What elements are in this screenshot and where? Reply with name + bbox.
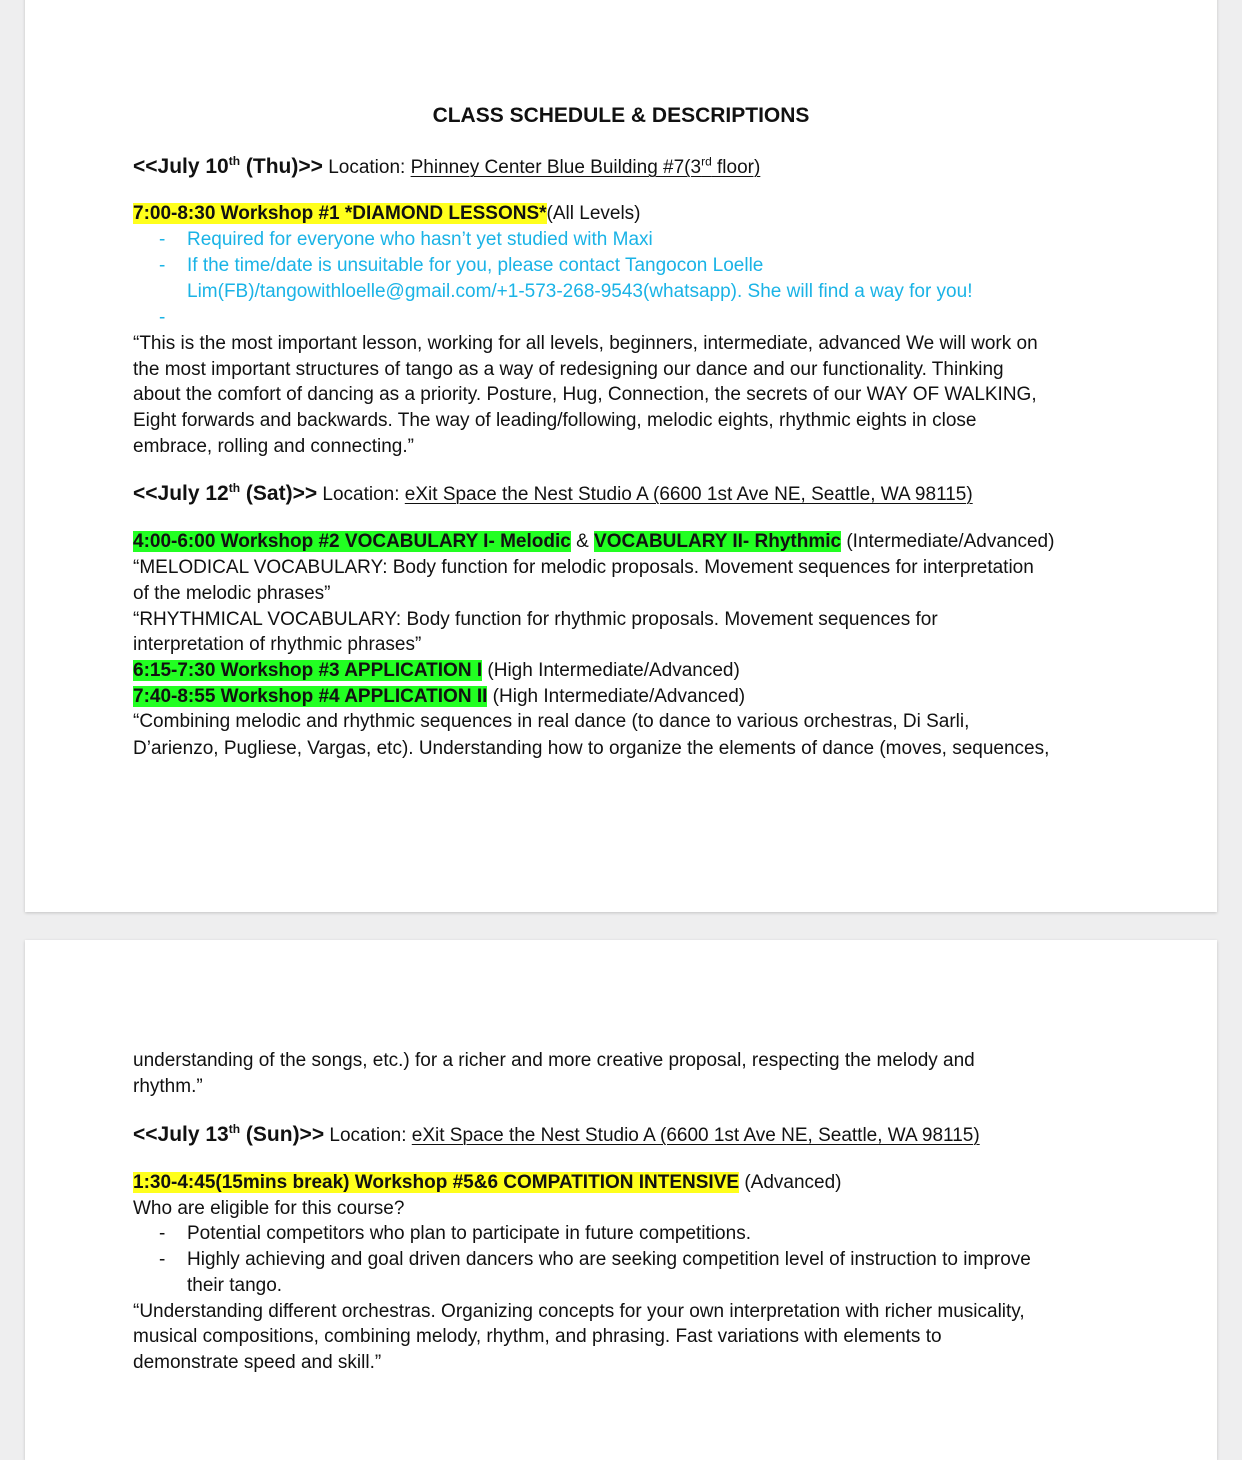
day1-bullet-2: If the time/date is unsuitable for you, please contact Tangocon Loelle <box>187 255 764 276</box>
page-title: CLASS SCHEDULE & DESCRIPTIONS <box>432 104 810 127</box>
workshop-2-desc: interpretation of rhythmic phrases” <box>133 634 422 655</box>
workshop-2-level: (Intermediate/Advanced) <box>841 531 1055 552</box>
day2-location-label: Location: <box>322 484 405 505</box>
application-desc: D’arienzo, Pugliese, Vargas, etc). Understanding how to organize the elements of dance (moves, sequences, <box>133 738 1050 759</box>
day1-description-line: the most important structures of tango as a way of redesigning our dance and our functionality. Thinking <box>133 359 1004 380</box>
workshop-3-title: 6:15-7:30 Workshop #3 APPLICATION I <box>133 660 483 681</box>
bullet-dash: - <box>159 229 166 250</box>
bullet-dash: - <box>159 255 166 276</box>
workshop-5-6-level: (Advanced) <box>739 1172 842 1193</box>
day3-bullet-1: Potential competitors who plan to participate in future competitions. <box>187 1223 751 1244</box>
workshop-2-amp: & <box>570 531 595 552</box>
day3-heading-line <box>133 1122 980 1149</box>
workshop-1-line <box>133 201 641 227</box>
workshop-5-6-line <box>133 1170 842 1196</box>
workshop-2-desc: of the melodic phrases” <box>133 583 331 604</box>
workshop-4-level: (High Intermediate/Advanced) <box>487 686 746 707</box>
day1-location: Phinney Center Blue Building #7(3rd floor) <box>410 154 761 178</box>
workshop-1-level: (All Levels) <box>546 203 641 224</box>
document-page-1 <box>25 0 1217 912</box>
day1-heading-line <box>133 154 760 181</box>
document-page-2 <box>25 940 1217 1460</box>
workshop-4-line <box>133 684 745 710</box>
day1-description-line: “This is the most important lesson, working for all levels, beginners, intermediate, advanced We will work on <box>133 333 1038 354</box>
application-desc: understanding of the songs, etc.) for a richer and more creative proposal, respecting the melody and <box>133 1050 975 1071</box>
workshop-4-title: 7:40-8:55 Workshop #4 APPLICATION II <box>133 686 488 707</box>
day3-bullet-2: Highly achieving and goal driven dancers who are seeking competition level of instruction to improve <box>187 1249 1031 1270</box>
day3-description-line: demonstrate speed and skill.” <box>133 1352 382 1373</box>
application-desc: “Combining melodic and rhythmic sequences in real dance (to dance to various orchestras, Di Sarli, <box>133 711 970 732</box>
day1-description-line: about the comfort of dancing as a priority. Posture, Hug, Connection, the secrets of our WAY OF WALKING, <box>133 384 1037 405</box>
eligibility-question: Who are eligible for this course? <box>133 1198 405 1219</box>
workshop-5-6-title: 1:30-4:45(15mins break) Workshop #5&6 COMPATITION INTENSIVE <box>133 1172 740 1193</box>
day3-description-line: musical compositions, combining melody, rhythm, and phrasing. Fast variations with elements to <box>133 1326 942 1347</box>
workshop-3-line <box>133 658 740 684</box>
day3-date: <<July 13th (Sun)>> <box>133 1122 325 1146</box>
day1-description-line: Eight forwards and backwards. The way of leading/following, melodic eights, rhythmic eights in close <box>133 410 977 431</box>
workshop-2-line <box>133 529 1054 555</box>
day2-location: eXit Space the Nest Studio A (6600 1st Ave NE, Seattle, WA 98115) <box>404 484 973 505</box>
workshop-1-title: 7:00-8:30 Workshop #1 *DIAMOND LESSONS* <box>133 203 547 224</box>
day1-description-line: embrace, rolling and connecting.” <box>133 436 414 457</box>
workshop-2-title-b: VOCABULARY II- Rhythmic <box>594 531 842 552</box>
day1-bullet-1: Required for everyone who hasn’t yet studied with Maxi <box>187 229 653 250</box>
day3-location-label: Location: <box>329 1125 412 1146</box>
day1-bullet-2-cont: Lim(FB)/tangowithloelle@gmail.com/+1-573-268-9543(whatsapp). She will find a way for you! <box>187 281 973 302</box>
day2-date: <<July 12th (Sat)>> <box>133 481 318 505</box>
day1-date: <<July 10th (Thu)>> <box>133 154 323 178</box>
day2-heading-line <box>133 481 973 508</box>
workshop-2-title-a: 4:00-6:00 Workshop #2 VOCABULARY I- Melodic <box>133 531 571 552</box>
day3-location: eXit Space the Nest Studio A (6600 1st Ave NE, Seattle, WA 98115) <box>411 1125 980 1146</box>
day3-description-line: “Understanding different orchestras. Organizing concepts for your own interpretation with richer musicality, <box>133 1301 1025 1322</box>
workshop-3-level: (High Intermediate/Advanced) <box>482 660 740 681</box>
bullet-dash: - <box>159 1223 166 1244</box>
bullet-dash: - <box>159 1249 166 1270</box>
day1-location-label: Location: <box>328 157 411 178</box>
workshop-2-desc: “MELODICAL VOCABULARY: Body function for melodic proposals. Movement sequences for interpretation <box>133 557 1034 578</box>
day3-bullet-2-cont: their tango. <box>187 1275 283 1296</box>
application-desc: rhythm.” <box>133 1076 203 1097</box>
bullet-dash: - <box>159 307 166 328</box>
workshop-2-desc: “RHYTHMICAL VOCABULARY: Body function for rhythmic proposals. Movement sequences for <box>133 609 938 630</box>
